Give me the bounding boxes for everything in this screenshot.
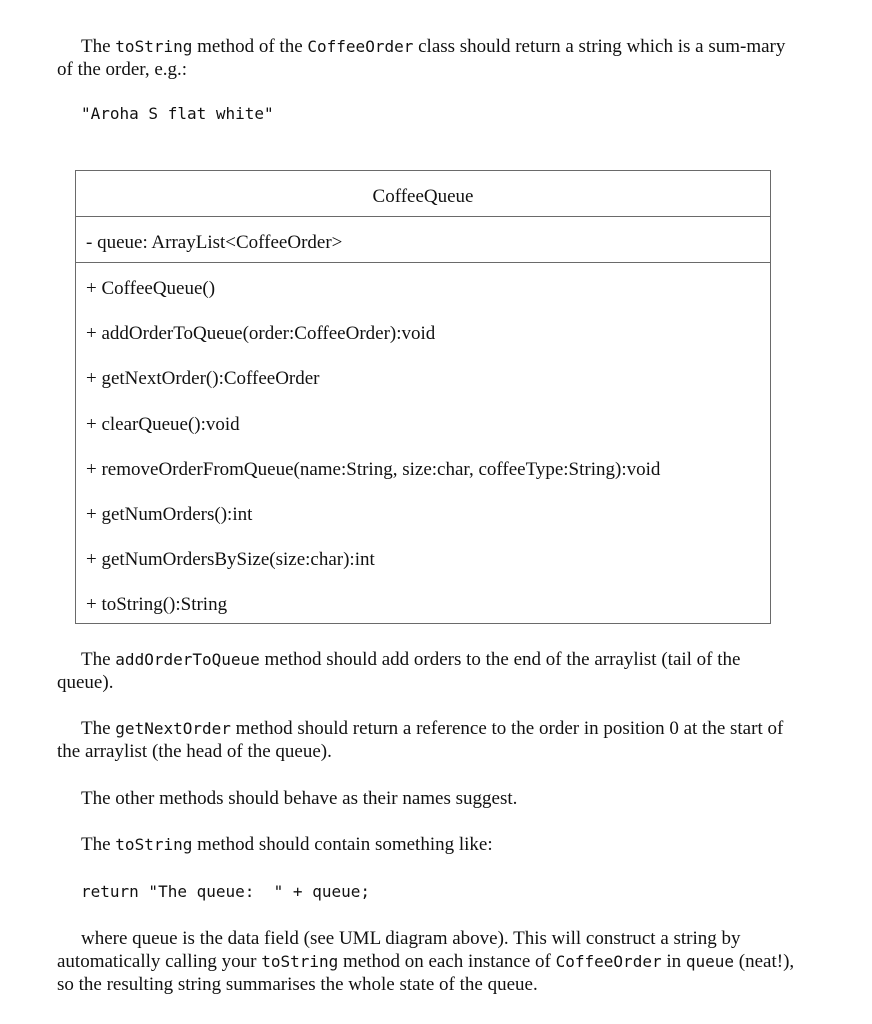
intro-text-2: method of the [192,36,308,57]
uml-method: + getNextOrder():CoffeeOrder [86,368,320,390]
other-methods-paragraph: The other methods should behave as their names suggest. [81,788,518,809]
tostring-text-1: The [81,834,116,855]
tostring-paragraph [57,833,797,856]
uml-method: + addOrderToQueue(order:CoffeeOrder):void [86,323,436,345]
final-text-4: (neat!), so the resulting string summarises the whole state of the queue. [57,951,795,995]
add-text-1: The [81,649,116,670]
uml-method: + getNumOrdersBySize(size:char):int [86,549,375,571]
intro-text-3: class should return a string which is a sum-mary of the order, e.g.: [57,36,786,80]
uml-class-name: CoffeeQueue [76,171,770,217]
final-text-3: in [661,951,686,972]
add-order-paragraph [57,648,797,694]
uml-method: + removeOrderFromQueue(name:String, size:char, coffeeType:String):void [86,458,661,480]
tostring-code: toString [115,835,193,854]
tostring-text-2: method should contain something like: [192,834,493,855]
uml-attribute: - queue: ArrayList<CoffeeOrder> [86,232,343,253]
final-code-queue: queue [685,952,735,971]
next-text-2: method should return a reference to the order in position 0 at the start of the arraylist (the head of the queue). [57,718,784,762]
uml-method: + getNumOrders():int [86,503,253,525]
uml-class-diagram [75,170,771,624]
uml-attributes [76,217,770,263]
final-code-tostring: toString [261,952,339,971]
return-code-line: return "The queue: " + queue; [81,882,370,901]
uml-method: + toString():String [86,594,228,616]
intro-paragraph [57,35,797,81]
final-text-1: where queue is the data field (see UML diagram above). This will construct a string by automatically calling your [57,928,741,972]
final-paragraph [57,927,797,996]
final-text-2: method on each instance of [338,951,556,972]
uml-method: + clearQueue():void [86,413,240,435]
add-code: addOrderToQueue [115,650,260,669]
intro-code-tostring: toString [115,37,193,56]
next-text-1: The [81,718,116,739]
next-code: getNextOrder [115,719,231,738]
uml-methods [76,263,770,639]
final-code-coffeeorder: CoffeeOrder [555,952,662,971]
intro-text-1: The [81,36,116,57]
add-text-2: method should add orders to the end of the arraylist (tail of the queue). [57,649,741,693]
uml-method: + CoffeeQueue() [86,278,216,299]
next-order-paragraph [57,717,797,763]
example-string: "Aroha S flat white" [81,104,274,123]
intro-code-coffeeorder: CoffeeOrder [307,37,414,56]
